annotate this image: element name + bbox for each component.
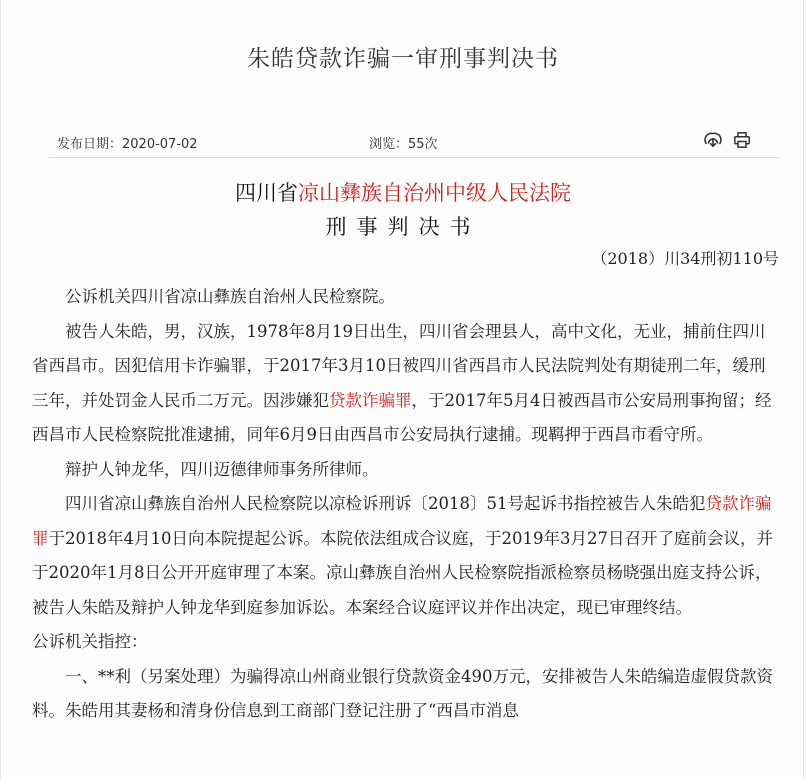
print-icon[interactable] xyxy=(733,131,751,149)
paragraph-text: 被告人朱皓，男，汉族，1978年8月19日出生，四川省会理县人，高中文化，无业，捕前住四川省西昌市。因犯信用卡诈骗罪，于2017年3月10日被四川省西昌市人民法院判处有期徒刑二年，缓刑三年，并处罚金人民币二万元。因涉嫌犯 xyxy=(32,321,766,410)
publish-date: 发布日期：2020-07-02 xyxy=(57,137,198,152)
document-type: 刑事判决书 xyxy=(325,215,481,239)
court-name xyxy=(0,177,806,207)
judgment-body xyxy=(32,280,778,729)
view-count: 浏览：55次 xyxy=(369,137,438,152)
download-icon[interactable] xyxy=(704,131,722,149)
paragraph-charges-heading: 公诉机关指控： xyxy=(32,632,148,651)
toolbar xyxy=(704,131,751,149)
crime-link[interactable]: 贷款诈骗罪 xyxy=(329,390,412,410)
paragraph-text: 四川省凉山彝族自治州人民检察院以凉检诉刑诉〔2018〕51号起诉书指控被告人朱皓犯 xyxy=(65,494,706,513)
paragraph-defense: 辩护人钟龙华，四川迈德律师事务所律师。 xyxy=(65,459,379,479)
paragraph-charge-one: 一、**利（另案处理）为骗得凉山州商业银行贷款资金490万元，安排被告人朱皓编造虚假贷款资料。朱皓用其妻杨和清身份信息到工商部门登记注册了“西昌市消息 xyxy=(32,666,773,720)
court-name-link[interactable]: 凉山彝族自治州中级人民法院 xyxy=(298,181,571,205)
paragraph-text: 于2018年4月10日向本院提起公诉。本院依法组成合议庭，于2019年3月27日召开了庭前会议，并于2020年1月8日公开开庭审理了本案。凉山彝族自治州人民检察院指派检察员杨晓强出庭支持公诉，被告人朱皓及辩护人钟龙华到庭参加诉讼。本案经合议庭评议并作出决定，现已审理终结。 xyxy=(32,528,773,617)
page-title: 朱皓贷款诈骗一审刑事判决书 xyxy=(247,46,559,72)
court-prefix: 四川省 xyxy=(235,181,298,205)
paragraph-text: ，于2017年5月4日被西昌市公安局刑事拘留；经西昌市人民检察院批准逮捕，同年6月9日由西昌市公安局执行逮捕。现羁押于西昌市看守所。 xyxy=(32,390,772,444)
header-divider xyxy=(49,157,780,158)
paragraph-defendant xyxy=(32,315,778,453)
paragraph-proceedings xyxy=(32,487,778,625)
crime-link[interactable]: 贷款诈骗罪 xyxy=(32,494,772,548)
case-number: （2018）川34刑初110号 xyxy=(591,249,779,268)
paragraph-prosecutor: 公诉机关四川省凉山彝族自治州人民检察院。 xyxy=(65,287,395,306)
